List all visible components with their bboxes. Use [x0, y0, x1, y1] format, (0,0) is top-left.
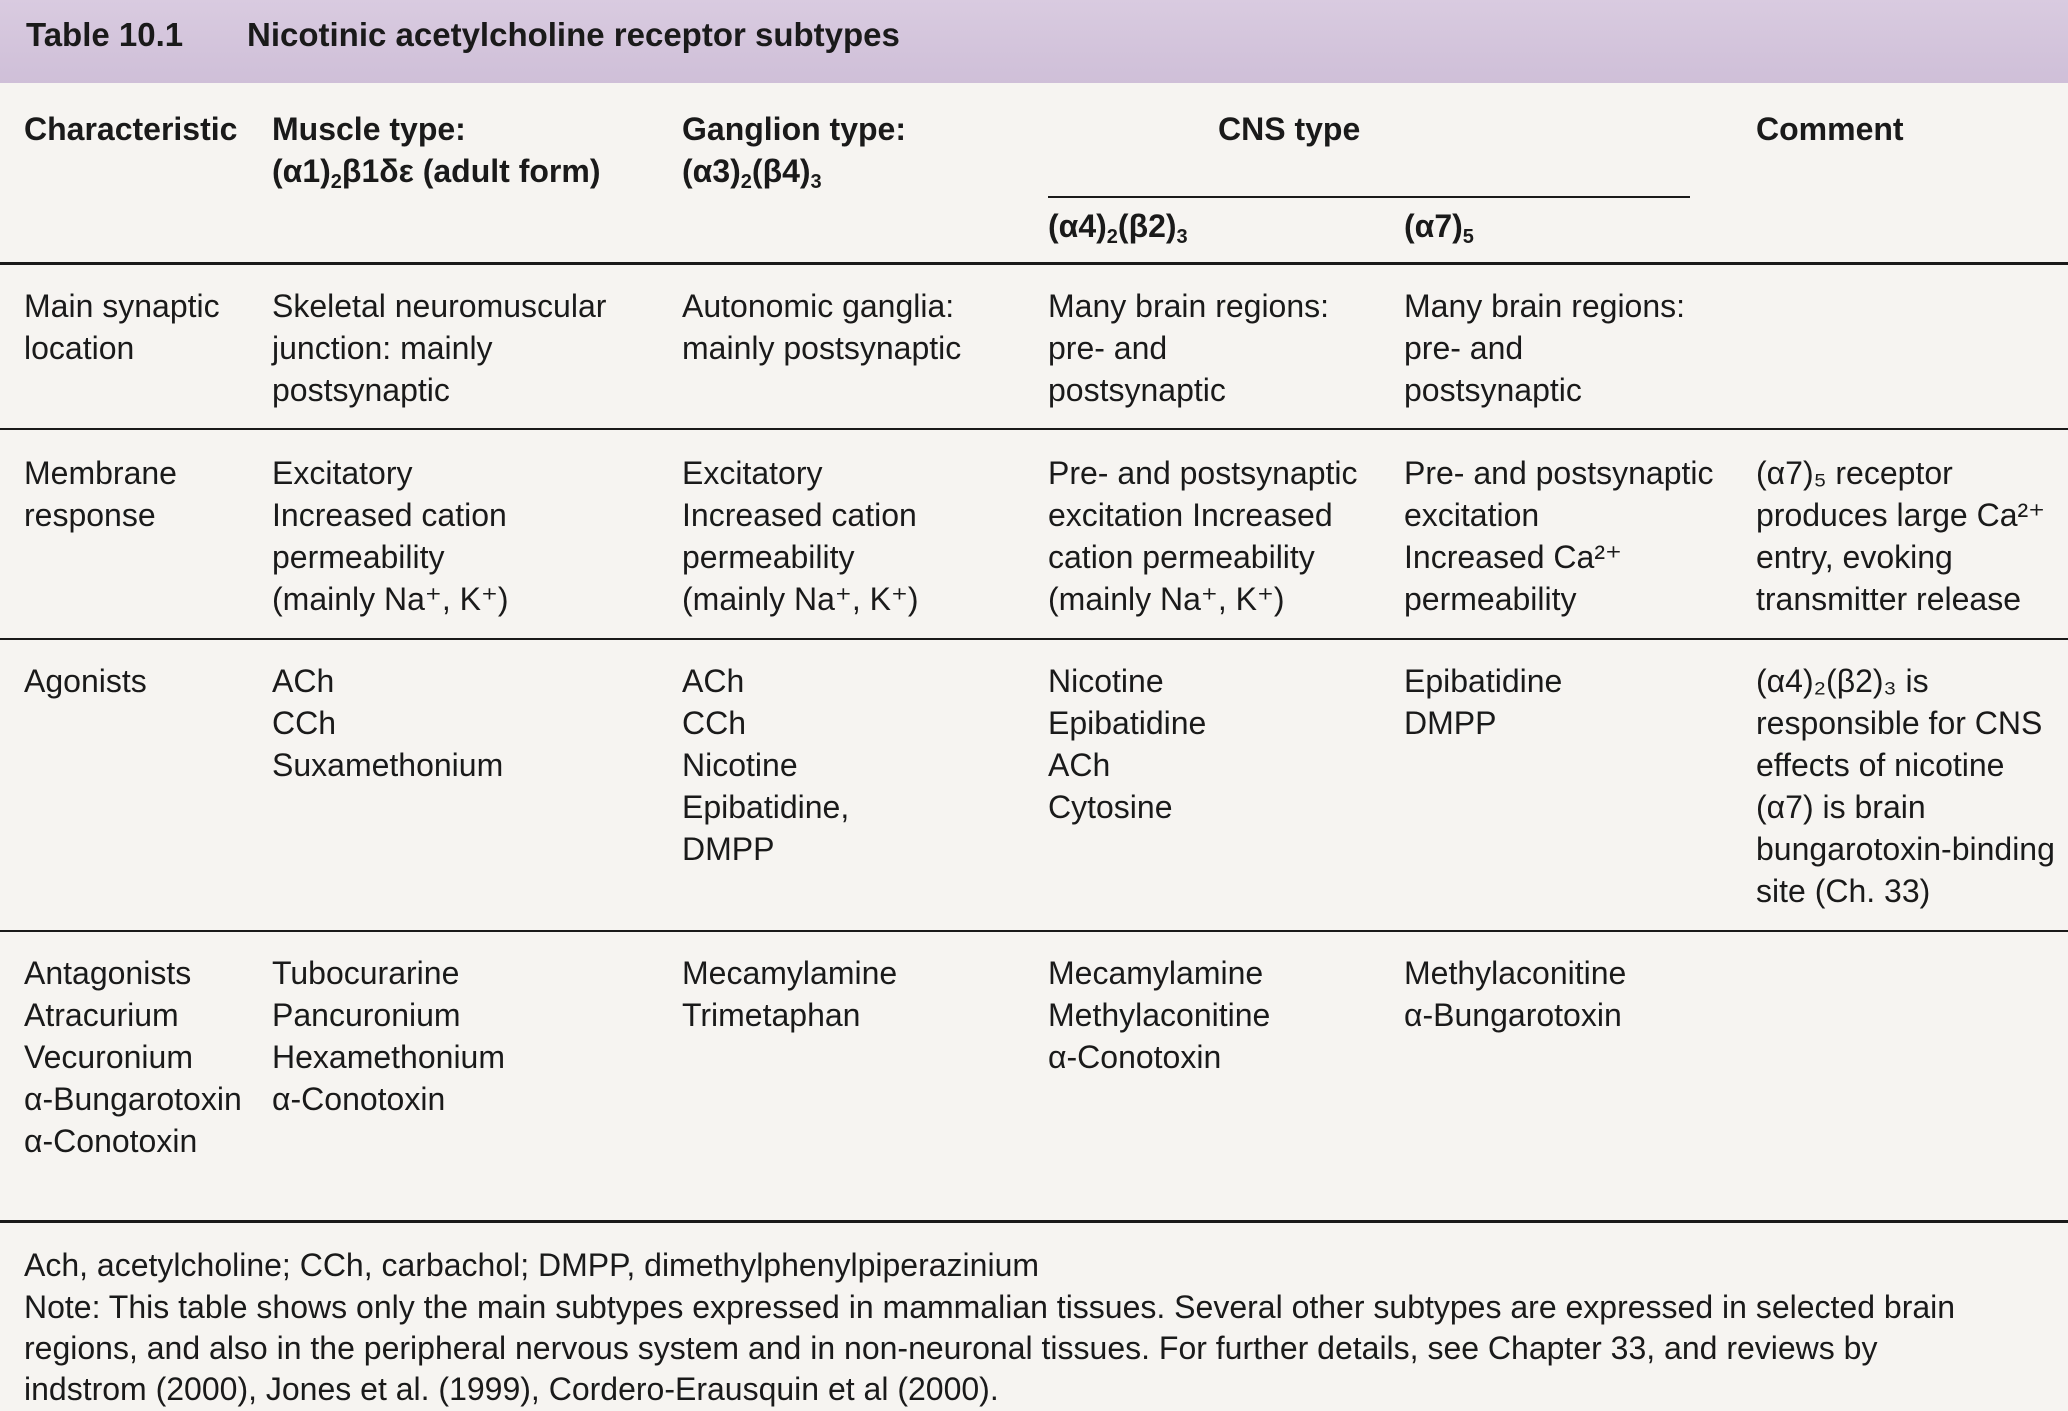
agonists-muscle: ACh CCh Suxamethonium [272, 663, 504, 783]
location-cns-a7: Many brain regions: pre- and postsynaptic [1404, 288, 1686, 408]
row-divider [0, 428, 2068, 430]
header-ganglion-formula: $(\alpha 3)_2(\beta 4)_3$ [682, 153, 822, 193]
antagonists-cns-a4b2: Mecamylamine Methylaconitine α-Conotoxin [1048, 955, 1271, 1075]
header-characteristic: Characteristic [24, 111, 238, 147]
membrane-ganglion: Excitatory Increased cation permeability (mainly Na⁺, K⁺) [682, 455, 919, 617]
header-cns-a7: $(\alpha 7)_5$ [1404, 208, 1474, 248]
location-muscle: Skeletal neuromuscular junction: mainly postsynaptic [272, 288, 607, 408]
antagonists-ganglion: Mecamylamine Trimetaphan [682, 955, 898, 1033]
footnote-note-line-1: Note: This table shows only the main subtypes expressed in mammalian tissues. Several other subtypes are expressed in selected brain [24, 1289, 1956, 1325]
header-comment: Comment [1756, 111, 1904, 147]
antagonists-cns-a7: Methylaconitine α-Bungarotoxin [1404, 955, 1627, 1033]
agonists-ganglion: ACh CCh Nicotine Epibatidine, DMPP [682, 663, 850, 867]
table-number: Table 10.1 [26, 16, 184, 53]
location-cns-a4b2: Many brain regions: pre- and postsynaptic [1048, 288, 1330, 408]
membrane-cns-a7: Pre- and postsynaptic excitation Increased Ca²⁺ permeability [1404, 455, 1714, 617]
header-divider [0, 262, 2068, 265]
row-location-label: Main synaptic location [24, 288, 220, 366]
antagonists-muscle: Tubocurarine Pancuronium Hexamethonium α-Conotoxin [272, 955, 505, 1117]
footnote-abbreviations: Ach, acetylcholine; CCh, carbachol; DMPP, dimethylphenylpiperazinium [24, 1247, 1040, 1283]
footnote-note-line-3: indstrom (2000), Jones et al. (1999), Cordero-Erausquin et al (2000). [24, 1371, 999, 1407]
agonists-cns-a7: Epibatidine DMPP [1404, 663, 1563, 741]
row-divider [0, 930, 2068, 932]
header-cns-type: CNS type [1218, 111, 1361, 147]
header-muscle-formula: $(\alpha 1)_2\beta 1\delta\varepsilon$ (adult form) [272, 153, 601, 193]
membrane-cns-a4b2: Pre- and postsynaptic excitation Increased cation permeability (mainly Na⁺, K⁺) [1048, 455, 1358, 617]
agonists-comment: (α4)₂(β2)₃ is responsible for CNS effects of nicotine (α7) is brain bungarotoxin-binding site (Ch. 33) [1756, 663, 2055, 909]
header-ganglion-type: Ganglion type: [682, 111, 906, 147]
membrane-comment: (α7)₅ receptor produces large Ca²⁺ entry, evoking transmitter release [1756, 455, 2046, 617]
membrane-muscle: Excitatory Increased cation permeability (mainly Na⁺, K⁺) [272, 455, 509, 617]
row-agonists-label: Agonists [24, 663, 147, 699]
header-cns-a4b2: $(\alpha 4)_2(\beta 2)_3$ [1048, 208, 1188, 248]
footnote-note-line-2: regions, and also in the peripheral nervous system and in non-neuronal tissues. For further details, see Chapter 33, and reviews by [24, 1330, 1878, 1366]
location-ganglion: Autonomic ganglia: mainly postsynaptic [682, 288, 962, 366]
header-muscle-type: Muscle type: [272, 111, 466, 147]
table-bottom-rule [0, 1220, 2068, 1223]
row-membrane-label: Membrane response [24, 455, 177, 533]
row-divider [0, 638, 2068, 640]
row-antagonists-label: Antagonists Atracurium Vecuronium α-Bungarotoxin α-Conotoxin [24, 955, 242, 1159]
cns-header-underline [1048, 196, 1690, 198]
table-title: Nicotinic acetylcholine receptor subtypes [247, 16, 900, 53]
agonists-cns-a4b2: Nicotine Epibatidine ACh Cytosine [1048, 663, 1207, 825]
